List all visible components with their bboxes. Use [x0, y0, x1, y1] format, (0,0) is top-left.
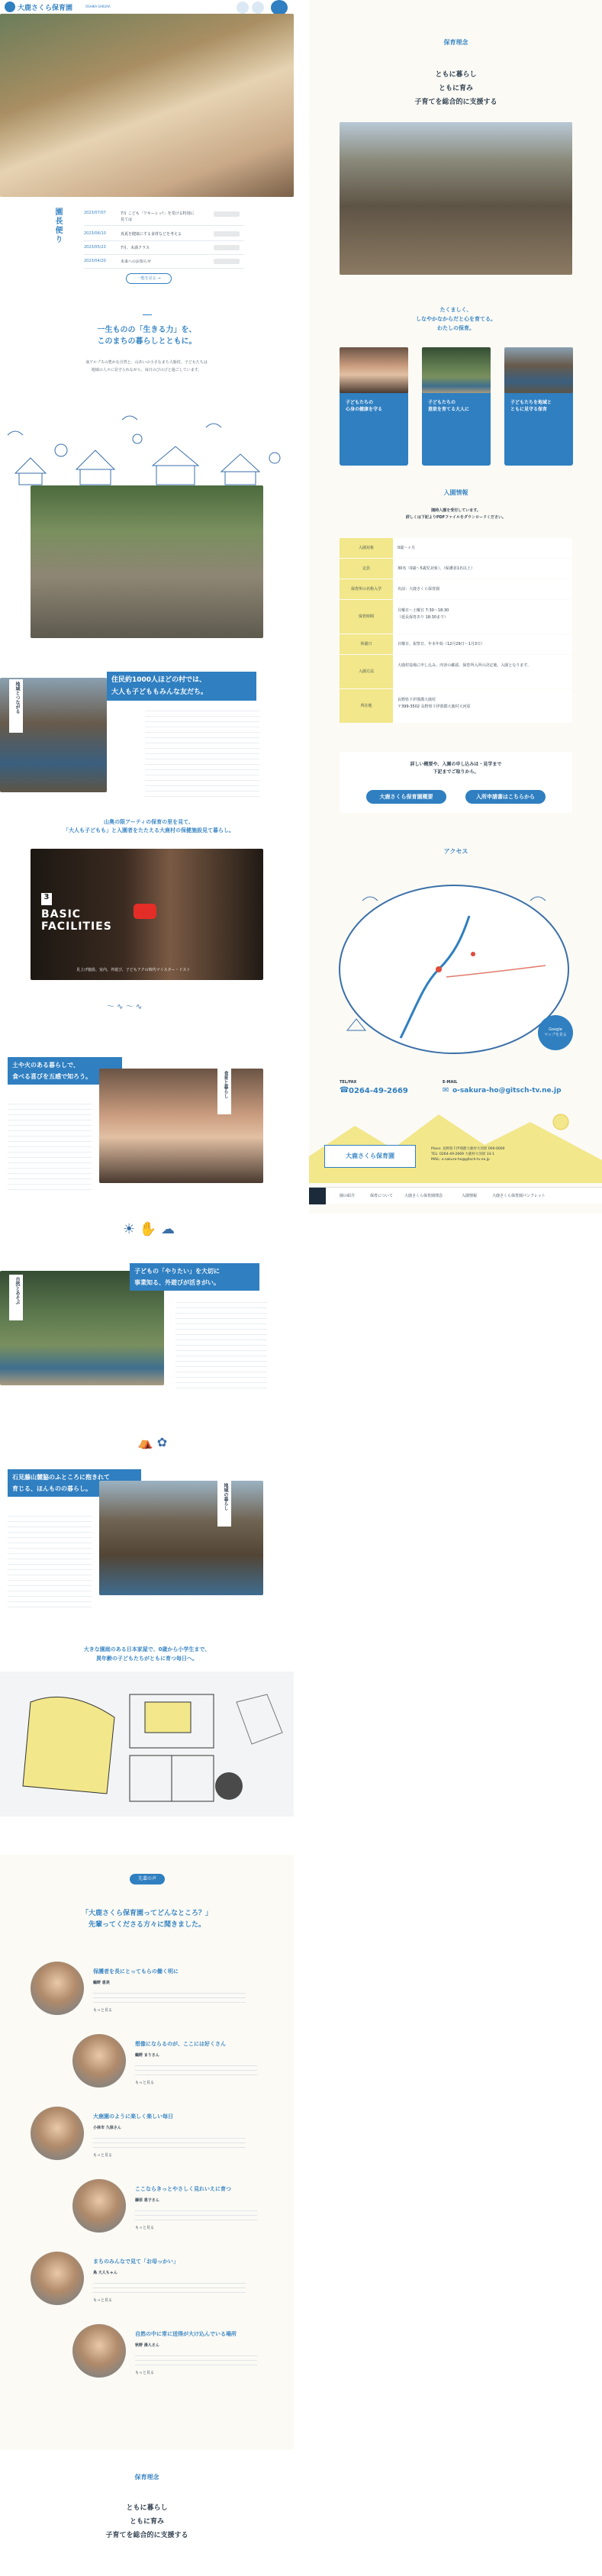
footer-mountains	[309, 1103, 602, 1183]
play-icon[interactable]	[134, 904, 156, 919]
voice-text	[93, 2134, 246, 2148]
news-item[interactable]	[84, 229, 244, 241]
row-label: 保育時間	[340, 600, 393, 634]
news-date: 2023/06/10	[84, 231, 106, 236]
voice-item[interactable]	[31, 1962, 263, 2023]
news-tag	[214, 211, 240, 217]
row-label: 入園対象	[340, 538, 393, 558]
video-player[interactable]	[31, 849, 263, 980]
voice-text	[135, 2062, 257, 2075]
mail-value[interactable]: o-sakura-ho@gitsch-tv.ne.jp	[452, 1087, 562, 1095]
avatar	[72, 2034, 126, 2088]
avatar	[31, 1962, 84, 2015]
news-item[interactable]	[84, 208, 244, 226]
row-value: 0歳〜ヶ月	[393, 538, 572, 558]
voice-more[interactable]: もっと見る	[135, 2226, 155, 2230]
admission-note: 随時入園を受付しています。 詳しくは下記よりPDFファイルをダウンロードください。	[405, 508, 507, 520]
voice-more[interactable]: もっと見る	[135, 2371, 155, 2375]
voices-title: 「大鹿さくら保育園ってどんなところ？」 先輩ってくださる方々に聞きました。	[81, 1910, 212, 1929]
table-row	[340, 655, 572, 688]
row-label: 定員	[340, 559, 393, 579]
voice-item[interactable]	[31, 2179, 263, 2240]
news-date: 2023/05/23	[84, 245, 106, 250]
voice-name: 藤原 恵子さん	[135, 2198, 159, 2203]
voice-name: 小林市 久保さん	[93, 2126, 121, 2130]
nav-icon-1[interactable]	[237, 2, 249, 14]
policy-card[interactable]	[340, 347, 408, 466]
voice-name: 鶴野 恵美	[93, 1981, 110, 1985]
section2-photo	[99, 1069, 263, 1183]
table-row	[340, 538, 572, 558]
card-photo	[340, 347, 408, 393]
intro-headline: 一生ものの「生きる力」を、 このまちの暮らしとともに。	[97, 326, 197, 346]
row-label: 休園日	[340, 634, 393, 654]
section3-title: 子どもの「やりたい」を大切に 事業知る、外遊びが活きがい。	[130, 1263, 259, 1291]
table-row	[340, 634, 572, 654]
group-photo	[31, 485, 263, 638]
card-text: 子どもたちの 意欲を育てる大人に	[428, 400, 470, 412]
voice-name: 秋野 湊人さん	[135, 2343, 159, 2348]
card-photo	[504, 347, 573, 393]
philosophy-line-1: ともに暮らし	[126, 2504, 168, 2512]
philosophy-line-2: ともに育み	[438, 85, 473, 92]
section3-body	[175, 1298, 267, 1389]
news-tag	[214, 259, 240, 264]
left-column	[0, 0, 294, 2576]
footer-nav-item[interactable]: 園の紹介	[340, 1194, 356, 1198]
video-caption: 山奥の限アーティの保育の里を見て、 「大人も子どもも」と入園者をたたえる大鹿村の保健施設見て暮らし。	[63, 819, 234, 833]
voice-item[interactable]	[31, 2034, 263, 2095]
phone-icon: ☎	[340, 1086, 349, 1095]
policy-card[interactable]	[504, 347, 573, 466]
voice-more[interactable]: もっと見る	[93, 2298, 113, 2303]
tel-label: TEL/FAX	[340, 1080, 357, 1085]
footer-nav	[309, 1187, 602, 1204]
philosophy-sub: たくましく、 しなやかなからだと心を育てる。 わたしの保育。	[416, 307, 496, 331]
voice-title: 想像にならるのが、ここには好くさん	[135, 2041, 226, 2047]
row-value: 30名（0歳〜5歳児対象）、（保護者1名以上）	[393, 559, 572, 579]
avatar	[31, 2252, 84, 2305]
logo-text[interactable]: 大鹿さくら保育園	[18, 5, 73, 12]
card-text: 子どもたちを地域と ともに見守る保育	[510, 400, 552, 412]
voice-name: 鶴野 まりさん	[135, 2053, 159, 2058]
cta-text: 詳しい概要や、入園の申し込みは・見学まで 下記までご取りから。	[410, 762, 502, 775]
mail-label: E-MAIL	[443, 1080, 458, 1085]
philosophy-line-3: 子育てを総合的に支援する	[414, 98, 497, 106]
row-value: 大鹿村役場に申し込み、内容の確認、保育所入所の決定後、入園となります。	[393, 655, 572, 688]
news-text: 7月、未満クラス	[121, 246, 150, 250]
voice-title: 保護者を長にとってもらの働く明に	[93, 1968, 179, 1975]
news-date: 2023/07/07	[84, 211, 106, 215]
footer-nav-item[interactable]: 大鹿さくら保育園パンフレット	[492, 1194, 546, 1198]
news-title: 園長便り	[53, 208, 62, 244]
avatar	[72, 2179, 126, 2233]
bird-doodles: 〜 ∿ 〜 ∿	[107, 1003, 143, 1011]
access-title: アクセス	[443, 848, 468, 855]
row-value: 名前：大鹿さくら保育園	[393, 579, 572, 599]
admission-title: 入園情報	[443, 489, 468, 496]
logo-sub: OSHIKA SAKURA	[85, 5, 111, 8]
voice-title: 自然の中に常に送得が大け込んでいる場所	[135, 2331, 237, 2337]
avatar	[31, 2107, 84, 2160]
section3-vertical: 自然とあそぶ	[9, 1275, 23, 1320]
voices-badge: 先輩の声	[130, 1874, 165, 1884]
overview-button[interactable]: 大鹿さくら保育園概要	[366, 790, 446, 804]
voice-name: 鳥 大人ちゃん	[93, 2271, 118, 2275]
news-tag	[214, 231, 240, 237]
village-illustration	[0, 405, 294, 488]
camp-doodles: ⛺ ✿	[137, 1435, 168, 1449]
footer-logo[interactable]: 大鹿さくら保育園	[324, 1145, 416, 1168]
philosophy-line-1: ともに暮らし	[435, 71, 477, 79]
news-item[interactable]	[84, 243, 244, 255]
intro-body: 南アルプスの豊かな自然と、山あいの小さなまち大鹿村。子どもたちは地域の人々に見守られながら、毎日のびのびと過ごしています。	[85, 360, 208, 372]
voice-more[interactable]: もっと見る	[93, 2153, 113, 2158]
news-more-button[interactable]: 一覧を見る →	[126, 273, 172, 284]
table-row	[340, 689, 572, 723]
menu-icon[interactable]	[271, 0, 288, 15]
philosophy-line-3: 子育てを総合的に支援する	[105, 2532, 188, 2539]
card-text: 子どもたちの 心身の健康を守る	[346, 400, 383, 412]
application-button[interactable]: 入所申請書はこちらから	[465, 790, 546, 804]
nav-icon-2[interactable]	[252, 2, 264, 14]
voice-title: まちのみんなで見て「お母っかい」	[93, 2258, 179, 2265]
logo-icon[interactable]	[5, 2, 15, 12]
news-item[interactable]	[84, 256, 244, 269]
section1-vertical: 地域とつながる	[9, 679, 23, 733]
right-column	[309, 0, 602, 1214]
voice-text	[135, 2207, 257, 2220]
hand-doodles: ☀ ✋ ☁	[123, 1221, 175, 1237]
section2-vertical: 食育と暮らし	[217, 1069, 231, 1114]
policy-card[interactable]	[422, 347, 491, 466]
card-photo	[422, 347, 491, 393]
row-label: 保育所の名称入学	[340, 579, 393, 599]
row-label: 所在地	[340, 689, 393, 723]
row-value: 長野県下伊那郡大鹿村 〒399-3502 長野県下伊那郡大鹿村大河原	[393, 689, 572, 723]
news-text: 未来へのお知らせ	[121, 260, 151, 264]
google-map-badge[interactable]: Google マップを見る	[538, 1015, 573, 1050]
header	[0, 0, 294, 14]
mail-icon: ✉	[443, 1086, 449, 1095]
section4-body	[8, 1511, 92, 1610]
voice-item[interactable]	[31, 2107, 263, 2168]
footer-menu-icon[interactable]	[309, 1188, 326, 1204]
news-text: 7月 こども「ワキーレッ!」を受ける特別に 見ては	[121, 211, 195, 222]
avatar	[72, 2324, 126, 2378]
video-bottom: 見上げ施設、室内、外遊び、子どもアクの時代マイスター・ドスト	[76, 968, 191, 972]
voice-more[interactable]: もっと見る	[93, 2008, 113, 2013]
news-tag	[214, 245, 240, 250]
table-row	[340, 579, 572, 599]
section4-photo	[99, 1481, 263, 1595]
hero-photo	[0, 14, 294, 197]
footer-nav-item[interactable]: 入園情報	[462, 1194, 478, 1198]
section1-title: 住民約1000人ほどの村では、 大人も子どももみんな友だち。	[107, 672, 256, 701]
section2-title: 土や火のある暮らしで、 食べる喜びを五感で知ろう。	[8, 1057, 122, 1085]
section1-body	[145, 706, 259, 798]
voice-text	[135, 2352, 257, 2365]
news-date: 2023/04/20	[84, 259, 106, 263]
floor-plan	[0, 1672, 294, 1817]
tel-value[interactable]: 0264-49-2669	[349, 1087, 408, 1095]
section2-body	[8, 1099, 92, 1191]
voice-title: 大鹿園のように楽しく楽しい毎日	[93, 2113, 173, 2120]
map-intro: 大きな園庭のある日本家屋で、0歳から小学生まで、 異年齢の子どもたちがともに育つ毎日へ。	[83, 1646, 211, 1662]
divider	[143, 314, 152, 315]
voice-item[interactable]	[31, 2324, 263, 2385]
video-number: 3	[41, 893, 52, 905]
voice-text	[93, 2279, 246, 2293]
philosophy-line-2: ともに育み	[129, 2518, 164, 2526]
footer-nav-item[interactable]: 大鹿さくら保育園理念	[404, 1194, 443, 1198]
table-row	[340, 600, 572, 634]
row-label: 入園方法	[340, 655, 393, 688]
video-title: BASIC FACILITIES	[41, 908, 112, 933]
section4-title: 石見藤山麓脇のふところに抱きれて 育じる、ほんものの暮らし。	[8, 1469, 141, 1497]
voice-more[interactable]: もっと見る	[135, 2081, 155, 2085]
voice-text	[93, 1989, 246, 2003]
admission-cta-box	[340, 752, 572, 813]
philosophy-label: 保育理念	[134, 2474, 159, 2481]
table-row	[340, 559, 572, 579]
philosophy-label: 保育理念	[443, 39, 468, 46]
voice-title: ここならきっとやさしく見れいえに育つ	[135, 2186, 231, 2192]
section4-vertical: 地域の暮らし	[217, 1481, 231, 1527]
news-text: 真夏を健康にする食材などを考える	[121, 232, 182, 237]
voice-item[interactable]	[31, 2252, 263, 2313]
row-value: 月曜日〜土曜日 7:30〜18:30 （延長保育あり 18:30まで）	[393, 600, 572, 634]
row-value: 日曜日、祝祭日、年末年始（12月29日〜1月3日）	[393, 634, 572, 654]
street-photo	[340, 122, 572, 275]
footer-nav-item[interactable]: 保育について	[370, 1194, 393, 1198]
footer-address: Place: 長野県下伊那郡大鹿村大河原 000-0000 TEL: 0264-49-2669 大鹿村大河原 33-1 MAIL: o-sakura-ho@gitsch-tv.ne.jp	[431, 1147, 505, 1162]
